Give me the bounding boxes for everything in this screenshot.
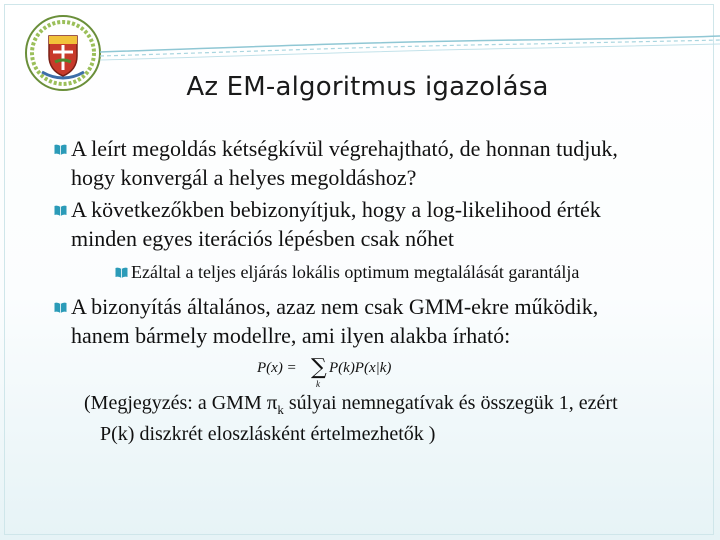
note-part-1: (Megjegyzés: a GMM bbox=[84, 392, 267, 414]
formula-sum: ∑ bbox=[311, 355, 327, 380]
bullet-3-line-2: hanem bármely modellre, ami ilyen alakba írható: bbox=[71, 323, 511, 348]
bullet-1 bbox=[71, 134, 701, 192]
pi-symbol: π bbox=[266, 390, 278, 414]
pi-subscript: k bbox=[277, 402, 284, 417]
note-line-2: P(k) diszkrét eloszlásként értelmezhetők ) bbox=[100, 423, 436, 445]
formula-sum-index: k bbox=[316, 379, 320, 389]
bullet-3 bbox=[71, 292, 701, 350]
slide-title: Az EM-algoritmus igazolása bbox=[186, 72, 549, 102]
bullet-2 bbox=[71, 195, 701, 253]
bullet-2-line-2: minden egyes iterációs lépésben csak nőhet bbox=[71, 226, 455, 251]
sub-bullet-1-text: Ezáltal a teljes eljárás lokális optimum megtalálását garantálja bbox=[131, 262, 580, 282]
book-icon bbox=[54, 144, 67, 155]
bullet-3-line-1: A bizonyítás általános, azaz nem csak GMM-ekre működik, bbox=[71, 294, 599, 319]
book-icon bbox=[54, 302, 67, 313]
header-decoration bbox=[100, 30, 720, 70]
note bbox=[84, 390, 694, 447]
sub-bullet-1 bbox=[131, 260, 691, 284]
formula bbox=[255, 352, 415, 390]
book-icon bbox=[115, 267, 128, 278]
formula-lhs: P(x) = bbox=[257, 360, 297, 376]
bullet-1-line-1: A leírt megoldás kétségkívül végrehajtható, de honnan tudjuk, bbox=[71, 136, 618, 161]
bullet-2-line-1: A következőkben bebizonyítjuk, hogy a log-likelihood érték bbox=[71, 197, 601, 222]
bullet-1-line-2: hogy konvergál a helyes megoldáshoz? bbox=[71, 165, 417, 190]
book-icon bbox=[54, 205, 67, 216]
formula-rhs: P(k)P(x|k) bbox=[329, 360, 392, 376]
note-part-2: súlyai nemnegatívak és összegük 1, ezért bbox=[283, 392, 618, 414]
